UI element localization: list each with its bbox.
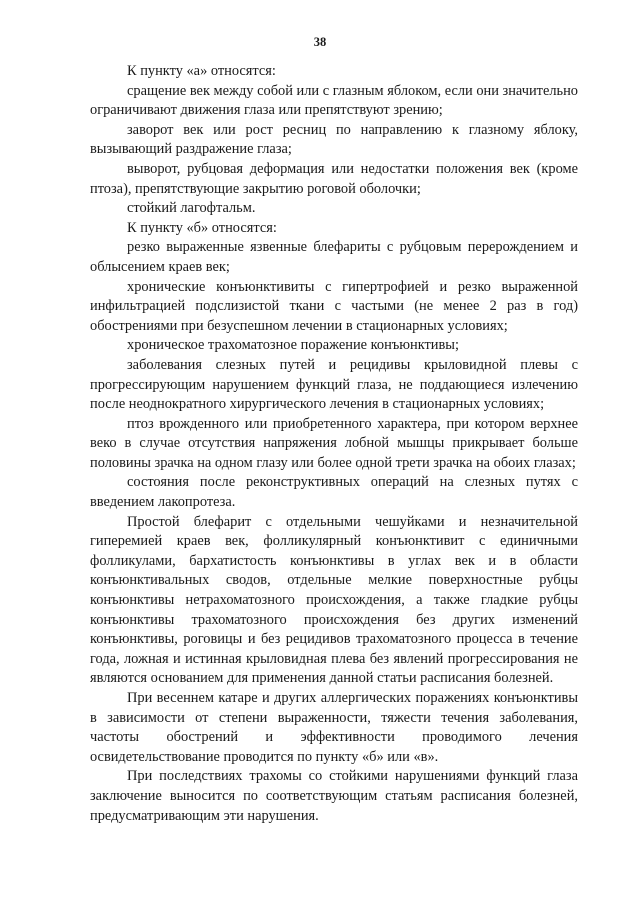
paragraph-4: выворот, рубцовая деформация или недостатки положения век (кроме птоза), препятствующие закрытию роговой оболочки; (90, 160, 578, 197)
paragraph-13: Простой блефарит с отдельными чешуйками и незначительной гиперемией краев век, фолликулярный конъюнктивит с единичными фолликулами, бархатистость конъюнктивы в углах век и в области конъюнктивальных сводов, отдельные мелкие поверхностные рубцы конъюнктивы нетрахоматозного происхождения, а также гладкие рубцы конъюнктивы трахоматозного происхождения без других изменений конъюнктивы, роговицы и без рецидивов трахоматозного процесса в течение года, ложная и истинная крыловидная плева без явлений прогрессирования не являются основанием для применения данной статьи расписания болезней. (90, 513, 578, 687)
paragraph-1: К пункту «а» относятся: (127, 63, 276, 79)
paragraph-5: стойкий лагофтальм. (127, 200, 256, 217)
paragraph-9: хроническое трахоматозное поражение конъюнктивы; (127, 337, 459, 354)
paragraph-7: резко выраженные язвенные блефариты с рубцовым перерождением и облысением краев век; (90, 239, 578, 275)
paragraph-10: заболевания слезных путей и рецидивы крыловидной плевы с прогрессирующим нарушением функций глаза, не поддающиеся излечению после неоднократного хирургического лечения в стационарных условиях; (90, 356, 578, 413)
paragraph-8: хронические конъюнктивиты с гипертрофией и резко выраженной инфильтрацией подслизистой ткани с частыми (не менее 2 раз в год) обострениями при безуспешном лечении в стационарных условиях; (90, 278, 578, 334)
paragraph-2: сращение век между собой или с глазным яблоком, если они значительно ограничивают движения глаза или препятствуют зрению; (90, 82, 578, 119)
paragraph-12: состояния после реконструктивных операций на слезных путях с введением лакопротеза. (90, 474, 578, 511)
paragraph-14: При весеннем катаре и других аллергических поражениях конъюнктивы в зависимости от степени выраженности, тяжести течения заболевания, частоты обострений и эффективности проводимого лечения освидетельствование проводится по пункту «б» или «в». (90, 690, 578, 765)
paragraph-6: К пункту «б» относятся: (127, 219, 277, 236)
paragraph-11: птоз врожденного или приобретенного характера, при котором верхнее веко в случае отсутствия напряжения лобной мышцы прикрывает больше половины зрачка на одном глазу или более одной трети зрачка на обоих глазах; (90, 415, 578, 471)
paragraph-15: При последствиях трахомы со стойкими нарушениями функций глаза заключение выносится по соответствующим статьям расписания болезней, предусматривающим эти нарушения. (90, 768, 578, 824)
paragraph-3: заворот век или рост ресниц по направлению к глазному яблоку, вызывающий раздражение глаза; (90, 121, 578, 158)
page-number: 38 (313, 35, 327, 49)
page-body (90, 62, 578, 826)
